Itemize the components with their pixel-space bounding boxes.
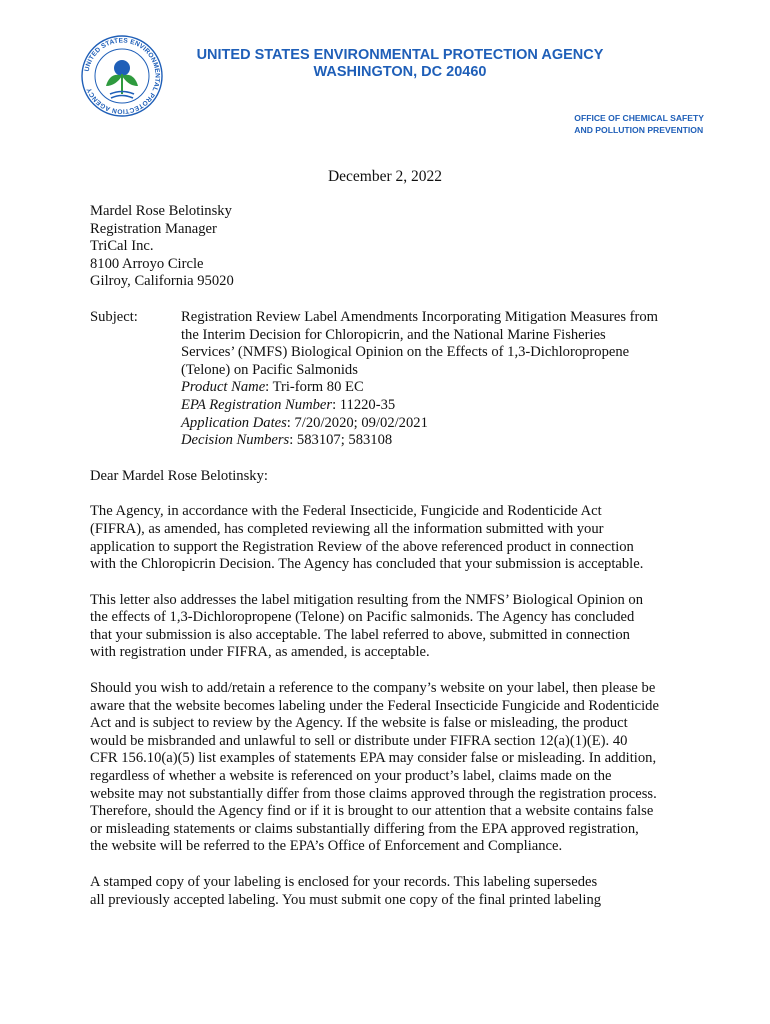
recipient-title: Registration Manager [90, 220, 217, 237]
subject-line: Registration Review Label Amendments Incorporating Mitigation Measures from [181, 308, 659, 325]
letter-body [90, 203, 690, 909]
recipient-company: TriCal Inc. [90, 238, 154, 255]
subject-line: Services’ (NMFS) Biological Opinion on the Effects of 1,3-Dichloropropene [181, 344, 630, 361]
recipient-street: 8100 Arroyo Circle [90, 255, 204, 272]
office-heading [574, 113, 704, 136]
paragraph-1: The Agency, in accordance with the Federal Insecticide, Fungicide and Rodenticide Act (FIFRA), as amended, has completed reviewing all the information submitted with your application to support the Registration Review of the above referenced product in connection with the Chloropicrin Decision. The Agency has concluded that your submission is acceptable. [90, 503, 644, 573]
agency-name: UNITED STATES ENVIRONMENTAL PROTECTION AGENCY [196, 47, 604, 63]
subject-text [181, 309, 690, 450]
subject-block [90, 309, 690, 450]
recipient-address [90, 203, 690, 291]
subject-line: (Telone) on Pacific Salmonids [181, 361, 358, 378]
letter-date: December 2, 2022 [327, 168, 443, 185]
agency-location: WASHINGTON, DC 20460 [313, 64, 487, 80]
office-line-2: AND POLLUTION PREVENTION [574, 124, 704, 135]
application-dates-field: Application Dates: 7/20/2020; 09/02/2021 [181, 414, 428, 431]
product-name-field: Product Name: Tri-form 80 EC [181, 379, 364, 396]
recipient-name: Mardel Rose Belotinsky [90, 203, 232, 219]
agency-heading [170, 47, 630, 81]
subject-label: Subject: [90, 308, 138, 325]
epa-seal-logo [80, 34, 164, 118]
svg-text:UNITED STATES ENVIRONMENTAL PR: UNITED STATES ENVIRONMENTAL PROTECTION AGENCY [83, 37, 161, 115]
office-line-1: OFFICE OF CHEMICAL SAFETY [574, 113, 704, 123]
paragraph-3: Should you wish to add/retain a reference to the company’s website on your label, then please be aware that the website becomes labeling under the Federal Insecticide Fungicide and Rodenticide Act and is subject to review by the Agency. If the website is false or misleading, the product would be misbranded and unlawful to sell or distribute under FIFRA section 12(a)(1)(E). 40 CFR 156.10(a)(5) list examples of statements EPA may consider false or misleading. In addition, regardless of whether a website is referenced on your product’s label, claims made on the website may not substantially differ from those claims approved through the registration process. Therefore, should the Agency find or if it is brought to our attention that a website contains false or misleading statements or claims substantially differing from the EPA approved registration, the website will be referred to the EPA’s Office of Enforcement and Compliance. [90, 680, 659, 855]
registration-number-field: EPA Registration Number: 11220-35 [181, 396, 396, 413]
paragraph-4: A stamped copy of your labeling is enclosed for your records. This labeling supersedes all previously accepted labeling. You must submit one copy of the final printed labeling [90, 874, 602, 908]
subject-line: the Interim Decision for Chloropicrin, and the National Marine Fisheries [181, 326, 606, 343]
salutation: Dear Mardel Rose Belotinsky: [90, 467, 268, 484]
recipient-city: Gilroy, California 95020 [90, 273, 234, 290]
decision-numbers-field: Decision Numbers: 583107; 583108 [181, 432, 393, 449]
paragraph-2: This letter also addresses the label mitigation resulting from the NMFS’ Biological Opinion on the effects of 1,3-Dichloropropene (Telone) on Pacific salmonids. The Agency has concluded that your submission is also acceptable. The label referred to above, submitted in connection with registration under FIFRA, as amended, is acceptable. [90, 591, 643, 661]
